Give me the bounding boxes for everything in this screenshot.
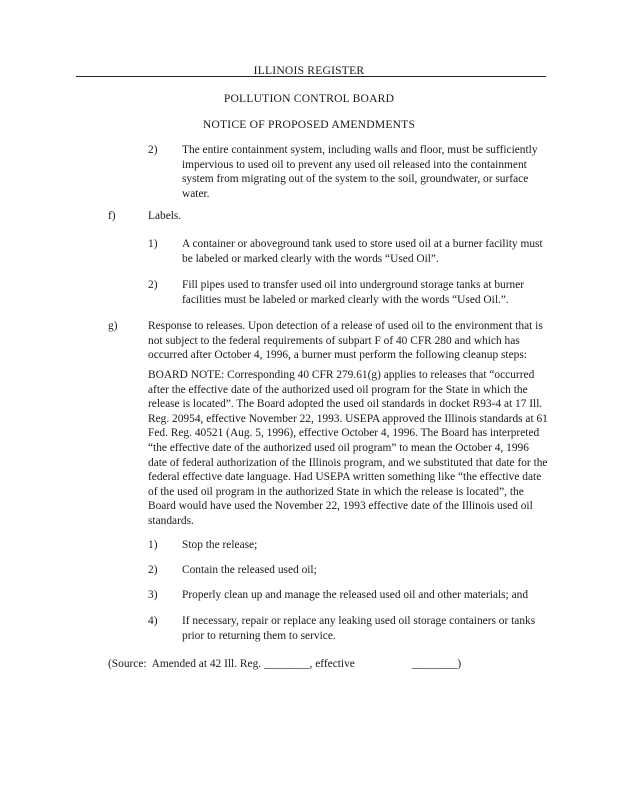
item-text: The entire containment system, including walls and floor, must be sufficiently impervious to used oil to prevent any used oil released into the containment system from migrating out of the system to the soil, groundwater, or surface water. — [182, 144, 538, 200]
source-line: (Source: Amended at 42 Ill. Reg. ________, effective ________) — [108, 658, 462, 670]
item-text: Stop the release; — [182, 539, 258, 551]
item-text: Contain the released used oil; — [182, 564, 317, 576]
section-heading: Labels. — [148, 210, 182, 222]
item-text: A container or aboveground tank used to store used oil at a burner facility must be labeled or marked clearly with the words “Used Oil”. — [182, 238, 543, 265]
item-number: 3) — [148, 589, 158, 601]
board-title: POLLUTION CONTROL BOARD — [223, 92, 395, 105]
notice-title: NOTICE OF PROPOSED AMENDMENTS — [202, 118, 416, 131]
header-rule — [76, 76, 546, 77]
item-number: 1) — [148, 539, 158, 551]
item-number: 2) — [148, 279, 158, 291]
item-text: Fill pipes used to transfer used oil into underground storage tanks at burner facilities must be labeled or marked clearly with the words “Used Oil.”. — [182, 279, 525, 306]
section-text: Response to releases. Upon detection of a release of used oil to the environment that is not subject to the federal requirements of subpart F of 40 CFR 280 and which has occurred after October 4, 1996, a burner must perform the following cleanup steps: — [148, 320, 543, 362]
item-number: 4) — [148, 615, 158, 627]
item-text: Properly clean up and manage the released used oil and other materials; and — [182, 589, 529, 601]
section-letter: f) — [108, 210, 116, 222]
item-text: If necessary, repair or replace any leaking used oil storage containers or tanks prior to returning them to service. — [182, 615, 536, 642]
section-letter: g) — [108, 320, 118, 332]
item-number: 1) — [148, 238, 158, 250]
item-number: 2) — [148, 564, 158, 576]
board-note-text: BOARD NOTE: Corresponding 40 CFR 279.61(g) applies to releases that “occurred after the effective date of the authorized used oil program for the State in which the release is located”. The Board adopted the used oil standards in docket R93-4 at 17 Ill. Reg. 20954, effective November 22, 1993. USEPA approved the Illinois standards at 61 Fed. Reg. 40521 (Aug. 5, 1996), effective October 4, 1996. The Board has interpreted “the effective date of the authorized used oil program” to mean the October 4, 1996 date of federal authorization of the Illinois program, and we substituted that date for the federal effective date language. Had USEPA written something like “the effective date of the used oil program in the authorized State in which the release is located”, the Board would have used the November 22, 1993 effective date of the Illinois used oil standards. — [148, 369, 548, 527]
running-title: ILLINOIS REGISTER — [253, 64, 365, 77]
item-number: 2) — [148, 144, 158, 156]
